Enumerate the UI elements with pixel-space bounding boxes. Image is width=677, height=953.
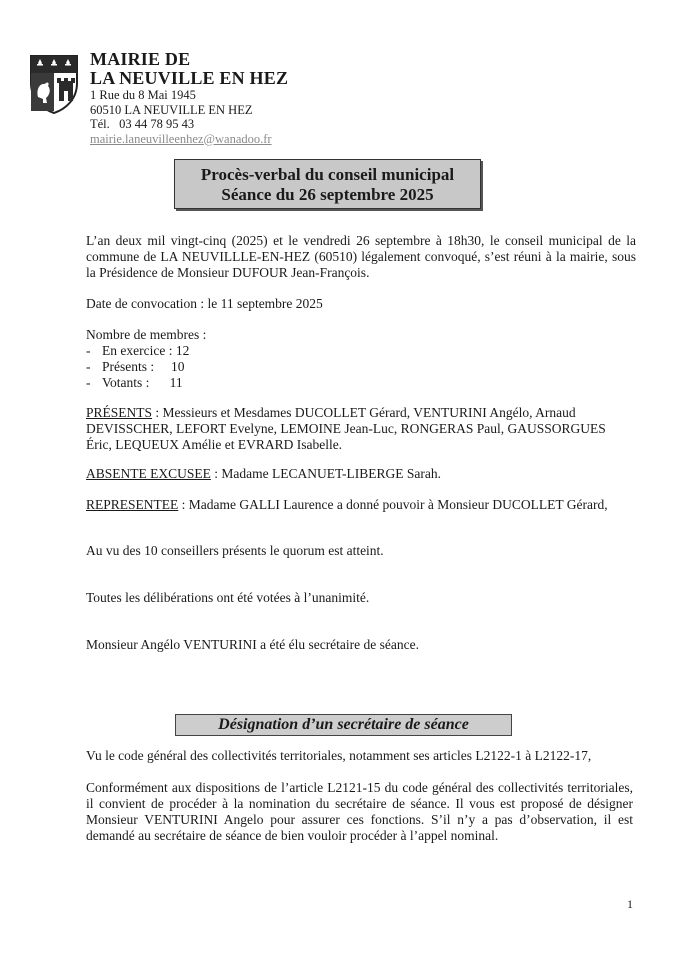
- presents-label: PRÉSENTS: [86, 405, 153, 420]
- members-item: - Présents : 10: [86, 359, 185, 374]
- convocation-date: Date de convocation : le 11 septembre 2025: [86, 296, 323, 311]
- mairie-header: [90, 50, 410, 146]
- conformement-paragraph: Conformément aux dispositions de l’article L2121-15 du code général des collectivités territoriales, il convient de procéder à la nomination du secrétaire de séance. Il vous est proposé de désigner Monsieur VENTURINI Angelo pour assurer ces fonctions. S’il n’y a pas d’observation, il est demandé au secrétaire de séance de bien vouloir procéder à l’appel nominal.: [86, 780, 633, 843]
- section-title: Désignation d’un secrétaire de séance: [218, 716, 469, 733]
- mairie-title-line1: MAIRIE DE: [90, 49, 191, 69]
- representee-text: : Madame GALLI Laurence a donné pouvoir à Monsieur DUCOLLET Gérard,: [178, 497, 608, 512]
- mairie-title-line2: LA NEUVILLE EN HEZ: [90, 68, 289, 88]
- absente-text: : Madame LECANUET-LIBERGE Sarah.: [210, 466, 441, 481]
- page-number: 1: [627, 897, 633, 911]
- mairie-phone: Tél. 03 44 78 95 43: [90, 117, 195, 131]
- unanimite-paragraph: Toutes les délibérations ont été votées à l’unanimité.: [86, 590, 370, 605]
- members-item: - En exercice : 12: [86, 343, 190, 358]
- document-title-box: [174, 159, 481, 209]
- quorum-paragraph: Au vu des 10 conseillers présents le quorum est atteint.: [86, 543, 384, 558]
- mairie-city: 60510 LA NEUVILLE EN HEZ: [90, 102, 253, 117]
- vu-paragraph: Vu le code général des collectivités territoriales, notamment ses articles L2122-1 à L2122-17,: [86, 748, 592, 763]
- presents-paragraph: [86, 405, 626, 453]
- section-title-box: [175, 714, 512, 736]
- intro-paragraph: L’an deux mil vingt-cinq (2025) et le vendredi 26 septembre à 18h30, le conseil municipal de la commune de LA NEUVILLLE-EN-HEZ (60510) légalement convoqué, s’est réuni à la mairie, sous la Présidence de Monsieur DUFOUR Jean-François.: [86, 233, 636, 280]
- members-block: [86, 327, 636, 391]
- absente-paragraph: [86, 466, 636, 482]
- mairie-address: 1 Rue du 8 Mai 1945: [90, 88, 196, 102]
- document-title: Procès-verbal du conseil municipal: [200, 165, 455, 184]
- mairie-email-link[interactable]: mairie.laneuvilleenhez@wanadoo.fr: [90, 131, 272, 146]
- representee-paragraph: [86, 497, 636, 513]
- coat-of-arms-logo: [28, 53, 80, 115]
- presents-text: : Messieurs et Mesdames DUCOLLET Gérard, VENTURINI Angélo, Arnaud DEVISSCHER, LEFORT Evelyne, LEMOINE Jean-Luc, RONGERAS Paul, GAUSSORGUES Éric, LEQUEUX Amélie et EVRARD Isabelle.: [86, 405, 606, 452]
- members-heading: Nombre de membres :: [86, 327, 207, 342]
- representee-label: REPRESENTEE: [86, 497, 179, 512]
- document-subtitle: Séance du 26 septembre 2025: [221, 185, 434, 204]
- absente-label: ABSENTE EXCUSEE: [86, 466, 211, 481]
- members-item: - Votants : 11: [86, 375, 183, 390]
- secretaire-paragraph: Monsieur Angélo VENTURINI a été élu secrétaire de séance.: [86, 637, 419, 652]
